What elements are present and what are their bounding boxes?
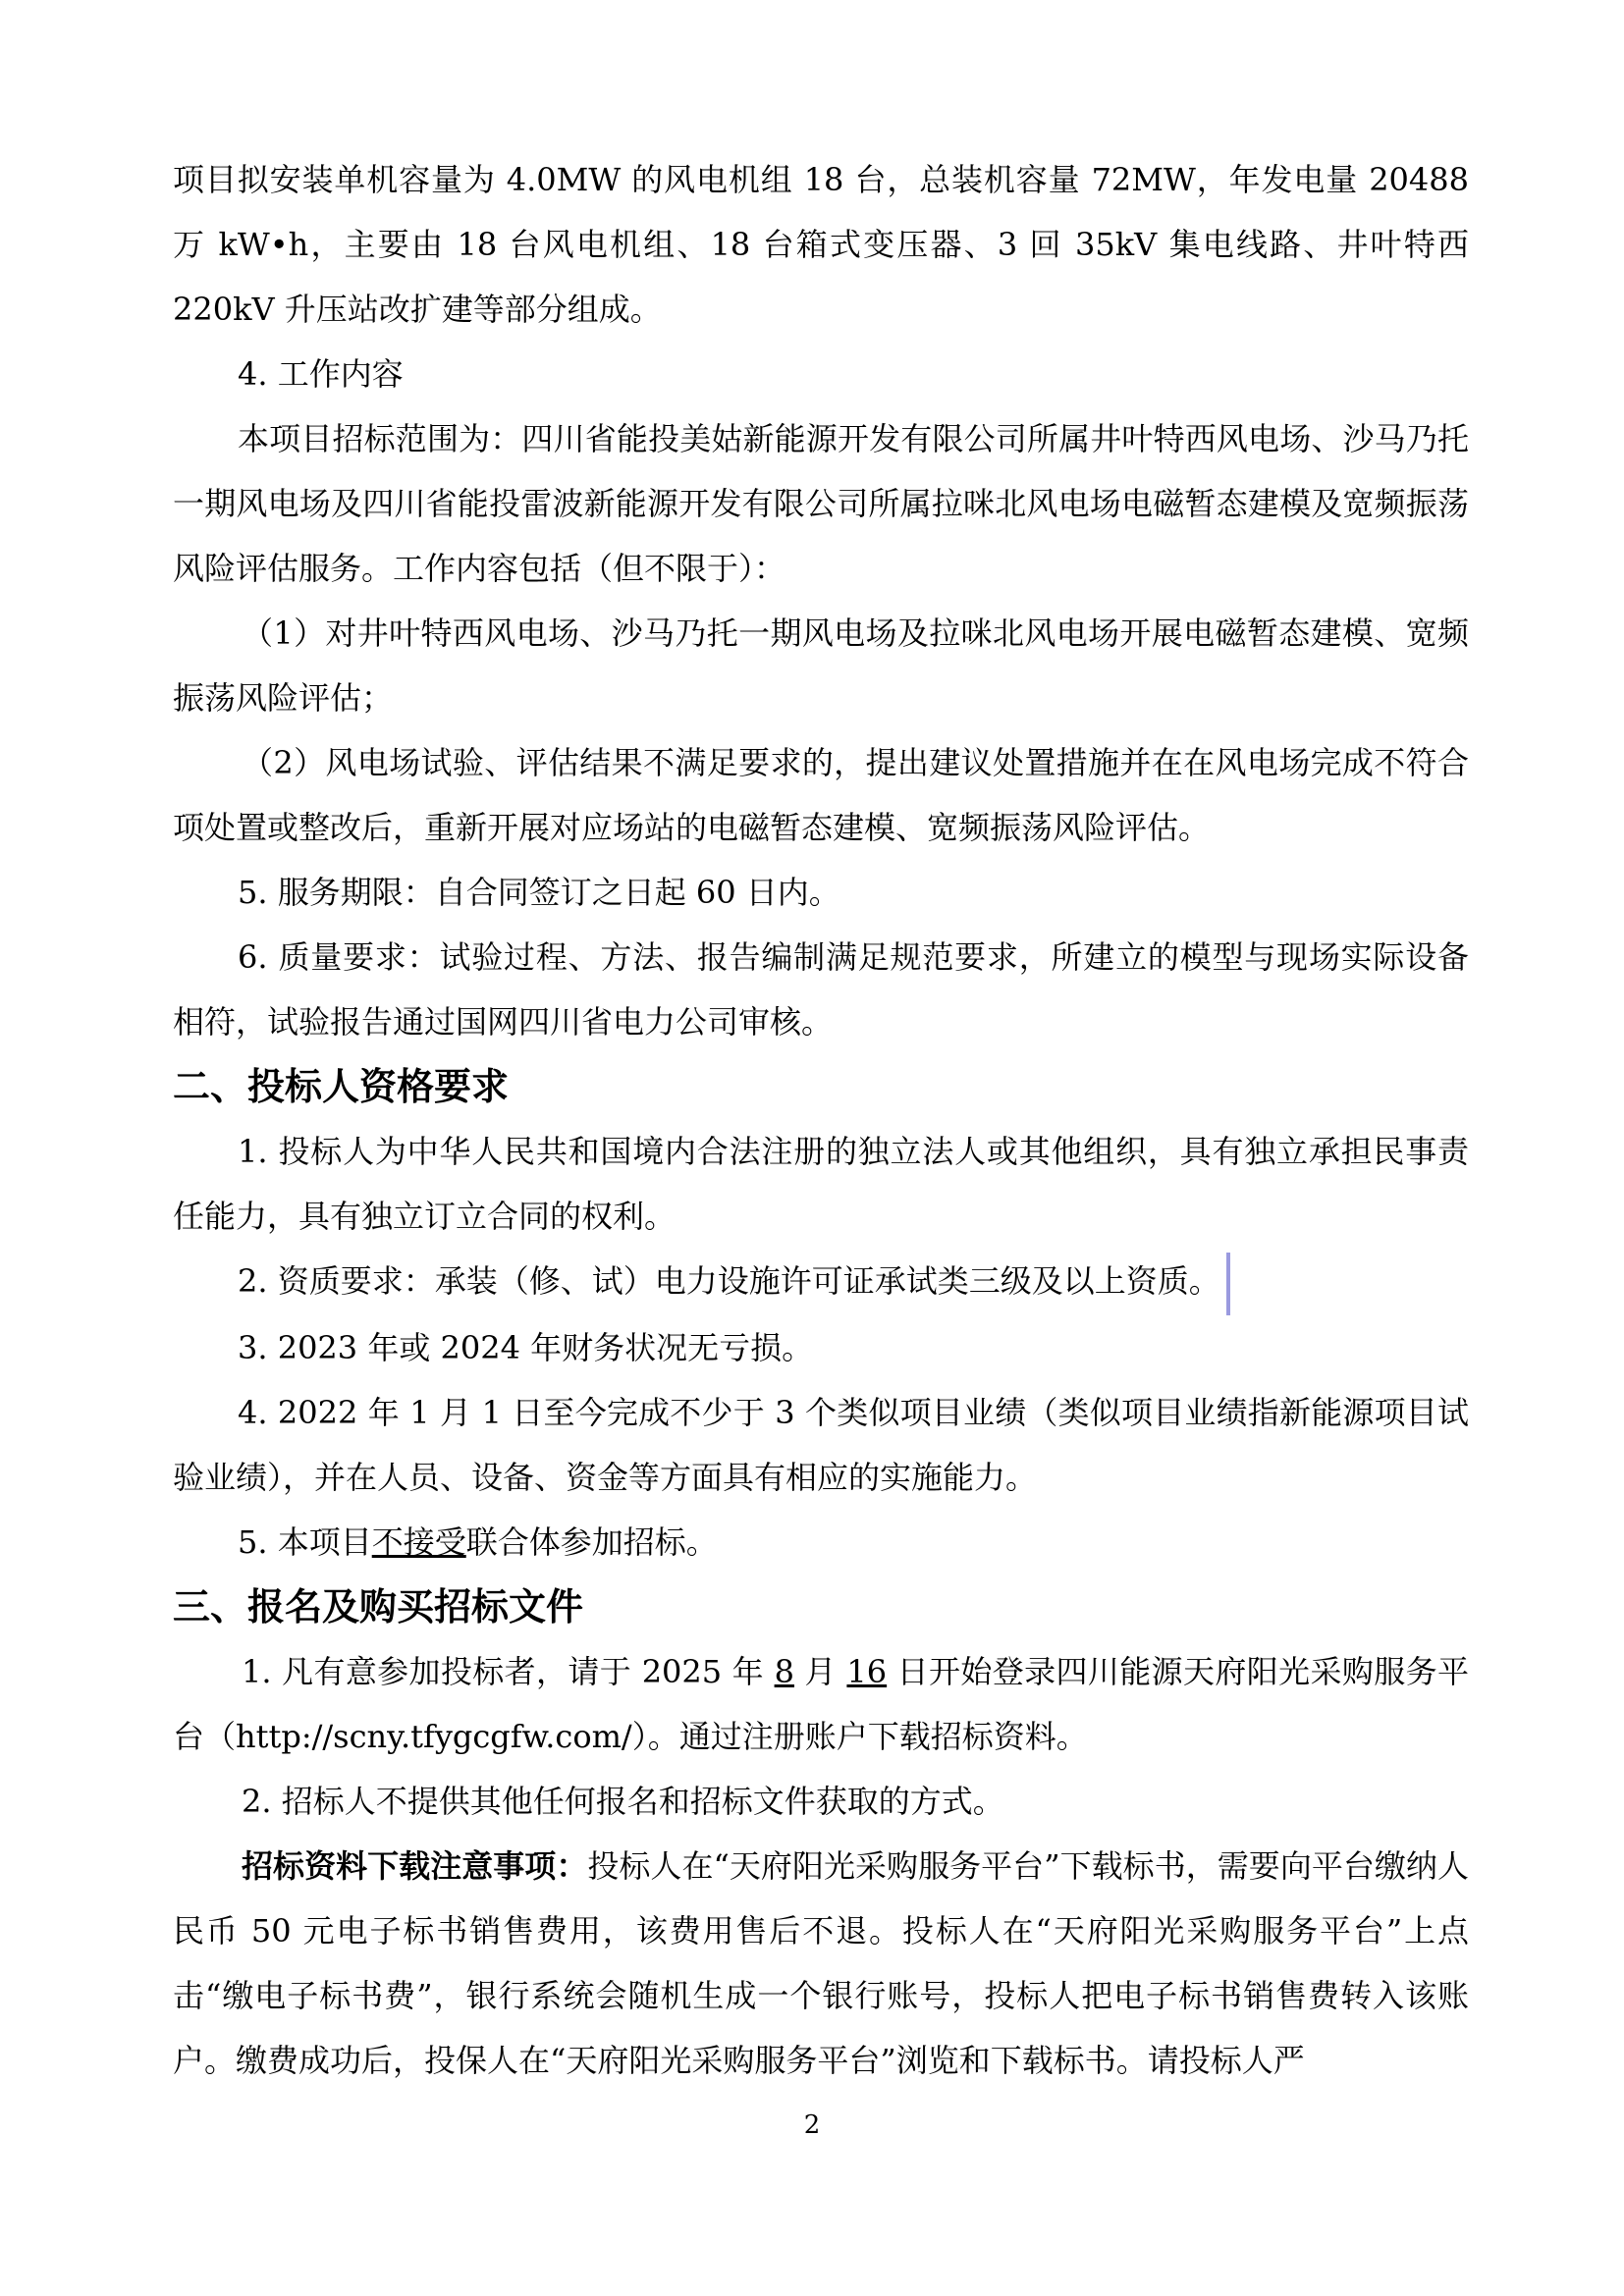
intro-paragraph: 项目拟安装单机容量为 4.0MW 的风电机组 18 台，总装机容量 72MW，年发电量 20488 万 kW•h，主要由 18 台风电机组、18 台箱式变压器、3 回 35kV 集电线路、井叶特西 220kV 升压站改扩建等部分组成。: [173, 161, 1469, 328]
section-2-title: 二、投标人资格要求: [173, 1065, 510, 1108]
qualification-5-underlined: 不接受: [371, 1522, 466, 1561]
download-notice-text: 投标人在“天府阳光采购服务平台”下载标书，需要向平台缴纳人民币 50 元电子标书销售费用，该费用售后不退。投标人在“天府阳光采购服务平台”上点击“缴电子标书费”，银行系统会随机生成一个银行账号，投标人把电子标书销售费转入该账户。缴费成功后，投保人在“天府阳光采购服务平台”浏览和下载标书。请投标人严: [173, 1846, 1469, 2079]
section-3-title: 三、报名及购买招标文件: [173, 1584, 584, 1629]
qualification-5: [173, 1510, 1469, 1575]
service-period: 5. 服务期限：自合同签订之日起 60 日内。: [238, 874, 840, 911]
qualification-4-part-a: 4. 2022 年 1 月 1 日至今完成不少于 3 个类似项目业绩（类似项目业绩指新能源项目试验: [173, 1393, 1469, 1496]
qualification-5-part-b: 联合体参加招标。: [465, 1522, 718, 1561]
document-body: [173, 147, 1469, 2093]
work-item-2: （2）风电场试验、评估结果不满足要求的，提出建议处置措施并在在风电场完成不符合项处置或整改后，重新开展对应场站的电磁暂态建模、宽频振荡风险评估。: [173, 744, 1469, 846]
registration-1: [173, 1639, 1469, 1769]
work-content-heading: 4. 工作内容: [238, 355, 404, 393]
registration-day: 16: [846, 1652, 888, 1690]
registration-month: 8: [774, 1652, 794, 1690]
registration-2: 2. 招标人不提供其他任何报名和招标文件获取的方式。: [242, 1782, 1004, 1820]
qualification-2: [173, 1249, 1469, 1315]
qualification-4-part-b: 业绩），并在人员、设备、资金等方面具有相应的实施能力。: [204, 1458, 1038, 1496]
registration-1-part-b: 月: [793, 1652, 847, 1690]
qualification-2-text: 2. 资质要求：承装（修、试）电力设施许可证承试类三级及以上资质。: [238, 1262, 1220, 1300]
qualification-4: [173, 1380, 1469, 1510]
download-notice-label: 招标资料下载注意事项：: [242, 1846, 588, 1885]
qualification-5-part-a: 5. 本项目: [238, 1522, 372, 1561]
registration-1-part-a: 1. 凡有意参加投标者，请于 2025 年: [242, 1652, 775, 1690]
download-notice: [173, 1834, 1469, 2093]
revision-mark: [1226, 1253, 1230, 1315]
work-item-1: （1）对井叶特西风电场、沙马乃托一期风电场及拉咪北风电场开展电磁暂态建模、宽频振荡风险评估；: [173, 614, 1469, 717]
qualification-3: 3. 2023 年或 2024 年财务状况无亏损。: [238, 1328, 814, 1366]
qualification-1: 1. 投标人为中华人民共和国境内合法注册的独立法人或其他组织，具有独立承担民事责任能力，具有独立订立合同的权利。: [173, 1133, 1469, 1235]
page-number: 2: [803, 2110, 821, 2140]
registration-1-part-c: 日开始登录四川能源天府阳光采购服务平台（http://scny.tfygcgfw.com/）。通过注册账户下载招标资料。: [173, 1652, 1469, 1755]
quality-requirement: 6. 质量要求：试验过程、方法、报告编制满足规范要求，所建立的模型与现场实际设备相符，试验报告通过国网四川省电力公司审核。: [173, 938, 1469, 1041]
scope-paragraph: 本项目招标范围为：四川省能投美姑新能源开发有限公司所属井叶特西风电场、沙马乃托一期风电场及四川省能投雷波新能源开发有限公司所属拉咪北风电场电磁暂态建模及宽频振荡风险评估服务。工作内容包括（但不限于）：: [173, 420, 1469, 587]
